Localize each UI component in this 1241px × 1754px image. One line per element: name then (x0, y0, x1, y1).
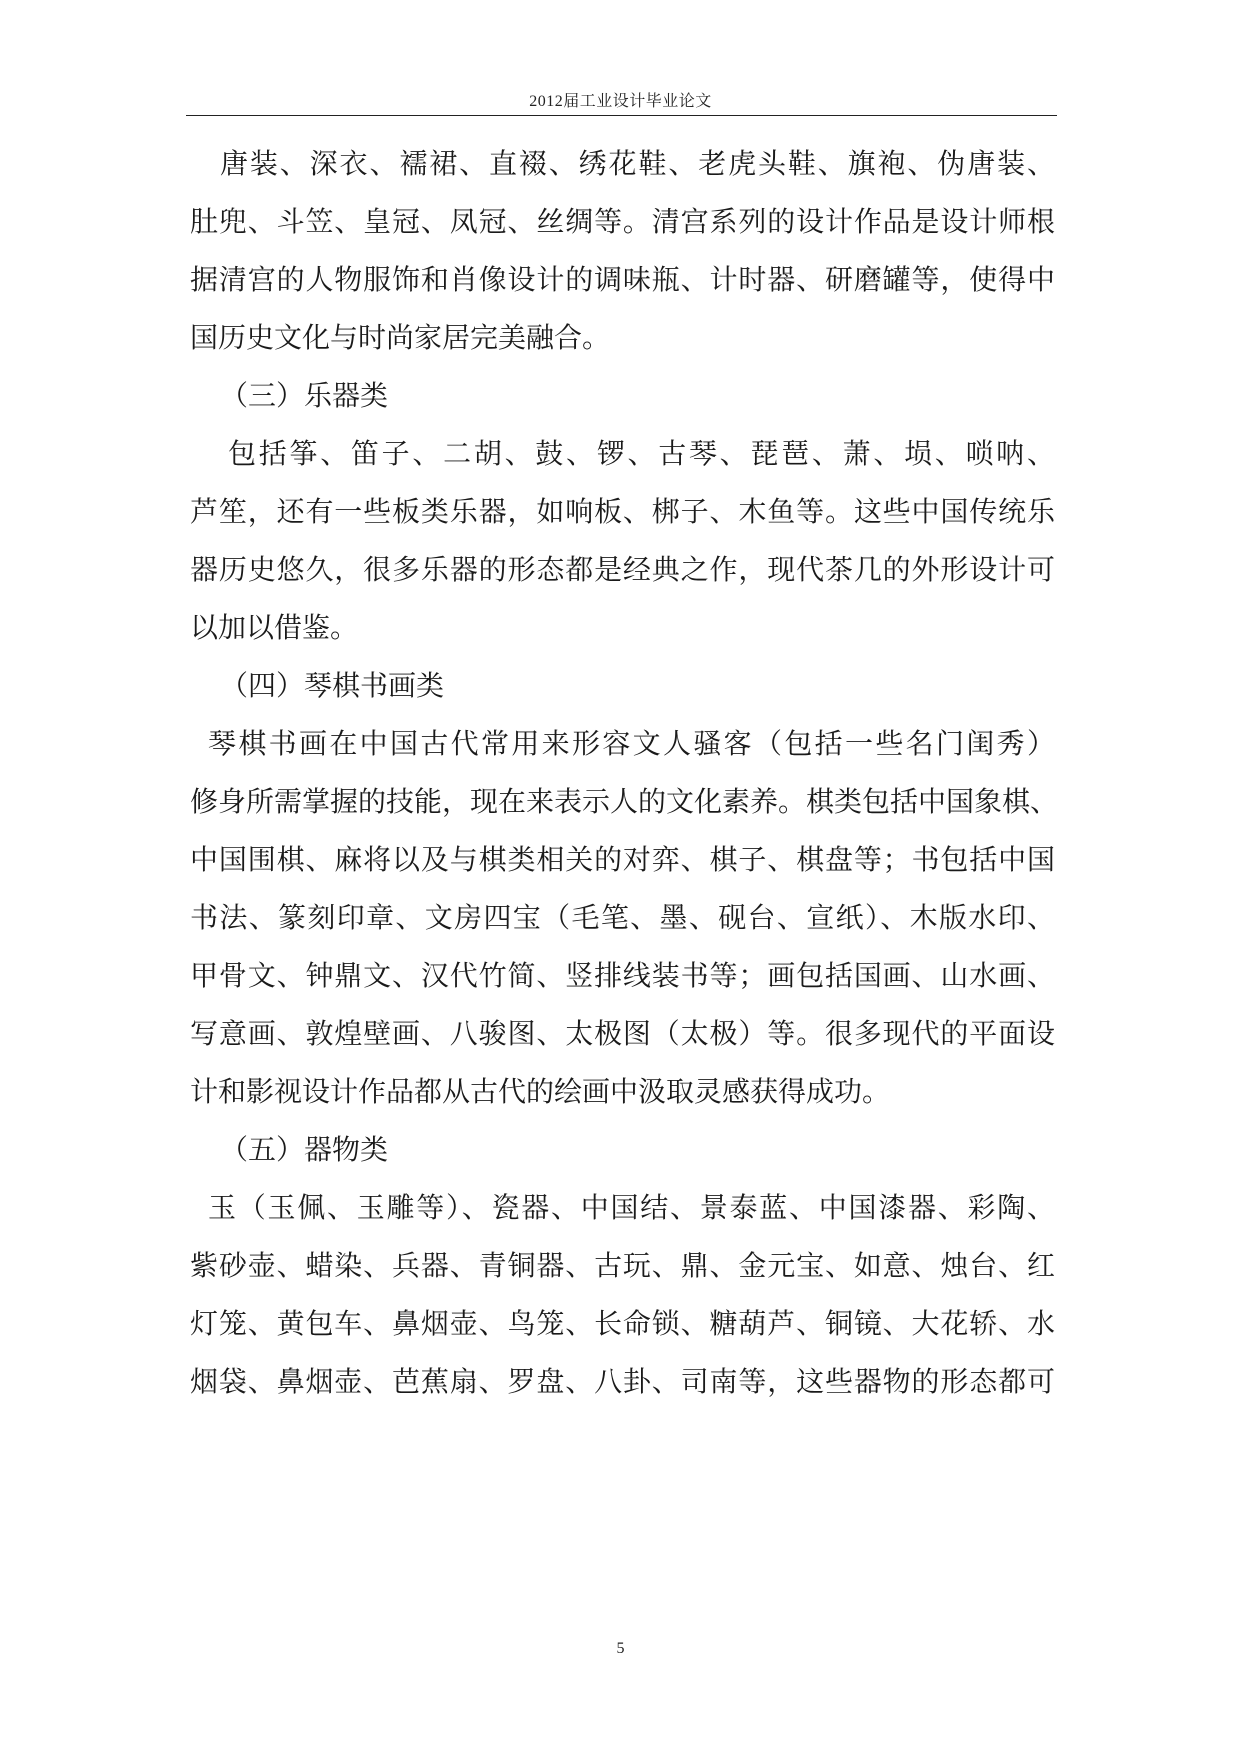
text-line: 书法、篆刻印章、文房四宝（毛笔、墨、砚台、宣纸）、木版水印、 (190, 901, 1055, 934)
section-heading: （五）器物类 (220, 1133, 389, 1166)
text-line: 修身所需掌握的技能，现在来表示人的文化素养。棋类包括中国象棋、 (190, 785, 1059, 818)
page-number: 5 (616, 1640, 625, 1657)
text-line: 器历史悠久，很多乐器的形态都是经典之作，现代茶几的外形设计可 (190, 553, 1055, 586)
text-line: 唐装、深衣、襦裙、直裰、绣花鞋、老虎头鞋、旗袍、伪唐装、 (220, 147, 1055, 180)
text-line: 玉（玉佩、玉雕等）、瓷器、中国结、景泰蓝、中国漆器、彩陶、 (208, 1191, 1055, 1224)
text-line: 包括筝、笛子、二胡、鼓、锣、古琴、琵琶、萧、埙、唢呐、 (228, 437, 1055, 470)
text-line: 甲骨文、钟鼎文、汉代竹简、竖排线装书等；画包括国画、山水画、 (190, 959, 1055, 992)
text-line: 芦笙，还有一些板类乐器，如响板、梆子、木鱼等。这些中国传统乐 (190, 495, 1055, 528)
section-heading: （四）琴棋书画类 (220, 669, 445, 702)
text-line: 烟袋、鼻烟壶、芭蕉扇、罗盘、八卦、司南等，这些器物的形态都可 (190, 1365, 1055, 1398)
text-line: 国历史文化与时尚家居完美融合。 (190, 321, 611, 354)
text-line: 写意画、敦煌壁画、八骏图、太极图（太极）等。很多现代的平面设 (190, 1017, 1055, 1050)
text-line: 肚兜、斗笠、皇冠、凤冠、丝绸等。清宫系列的设计作品是设计师根 (190, 205, 1055, 238)
text-line: 以加以借鉴。 (190, 611, 359, 644)
header-title: 2012届工业设计毕业论文 (529, 93, 712, 110)
text-line: 灯笼、黄包车、鼻烟壶、鸟笼、长命锁、糖葫芦、铜镜、大花轿、水 (190, 1307, 1055, 1340)
text-line: 据清宫的人物服饰和肖像设计的调味瓶、计时器、研磨罐等，使得中 (190, 263, 1055, 296)
text-line: 计和影视设计作品都从古代的绘画中汲取灵感获得成功。 (190, 1075, 891, 1108)
text-line: 琴棋书画在中国古代常用来形容文人骚客（包括一些名门闺秀） (208, 727, 1055, 760)
text-line: 紫砂壶、蜡染、兵器、青铜器、古玩、鼎、金元宝、如意、烛台、红 (190, 1249, 1055, 1282)
header-divider (186, 115, 1057, 116)
text-line: 中国围棋、麻将以及与棋类相关的对弈、棋子、棋盘等；书包括中国 (190, 843, 1055, 876)
section-heading: （三）乐器类 (220, 379, 389, 412)
